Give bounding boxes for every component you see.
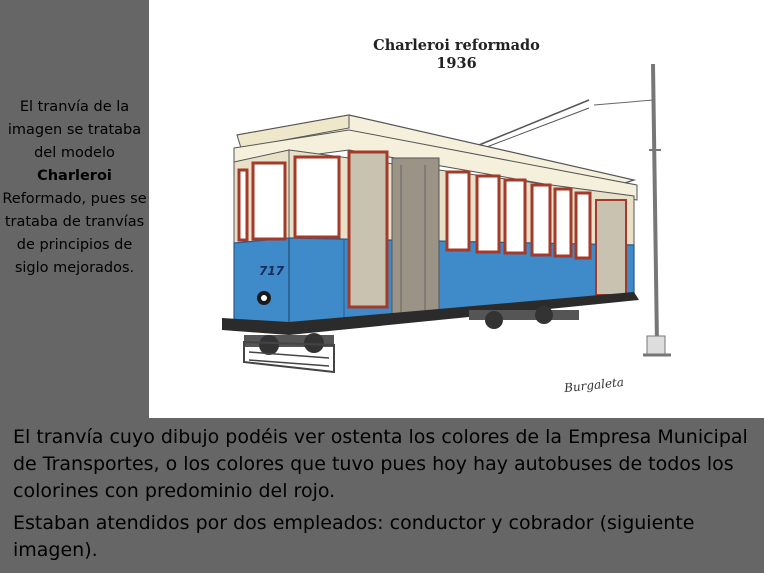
- rear-doorway: [596, 200, 626, 295]
- side-caption: [0, 96, 149, 280]
- car-number: 717: [259, 264, 285, 278]
- artist-signature: Burgaleta: [563, 374, 625, 396]
- paragraph-colors: El tranvía cuyo dibujo podéis ver ostenta los colores de la Empresa Municipal de Transportes, o los colores que tuvo pues hoy hay autobuses de todos los colorines con predominio del rojo.: [13, 426, 748, 502]
- side-caption-text-after: Reformado, pues se trataba de tranvías de principios de siglo mejorados.: [2, 191, 147, 276]
- side-caption-model-name: Charleroi: [37, 168, 112, 184]
- paragraph-staff: Estaban atendidos por dos empleados: conductor y cobrador (siguiente imagen).: [13, 512, 695, 561]
- front-doorway: [349, 152, 387, 307]
- side-caption-text-before: El tranvía de la imagen se trataba del modelo: [7, 99, 142, 161]
- illustration-title: Charleroi reformado: [373, 37, 540, 54]
- door-interior: [392, 158, 439, 318]
- illustration-year: 1936: [436, 55, 477, 72]
- tram-illustration: [149, 0, 764, 418]
